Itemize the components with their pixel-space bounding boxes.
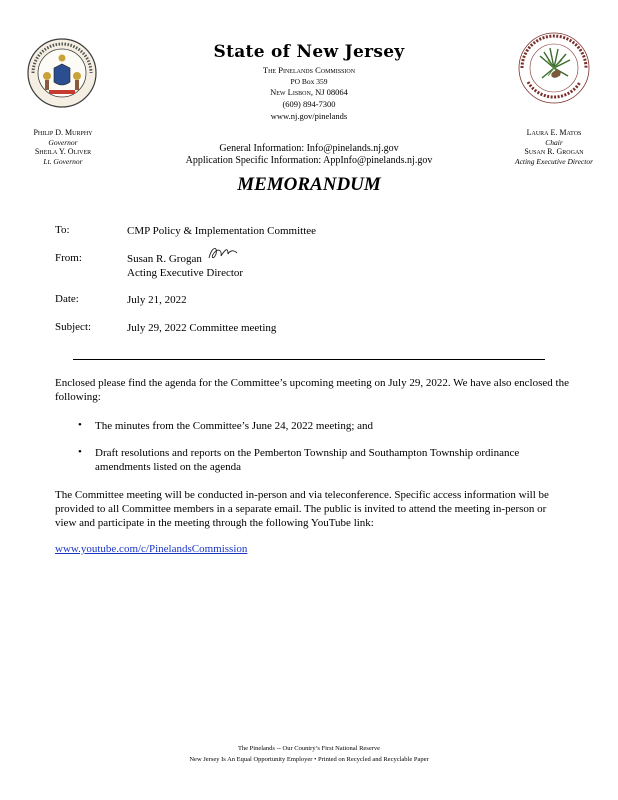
lt-governor-title: Lt. Governor [43,156,83,166]
commission-name: The Pinelands Commission [262,65,356,75]
website-link[interactable]: www.nj.gov/pinelands [270,111,348,121]
governor-name: Philip D. Murphy [33,128,93,137]
chair-title: Chair [545,137,563,147]
closing-paragraph: The Committee meeting will be conducted in-person and via teleconference. Specific access information will be provided to all Committee members in a separate email. The public is invited to attend the meeting in-person or view and participate in the meeting through the following YouTube link: [55,489,549,529]
director-title: Acting Executive Director [514,156,594,166]
bullet-icon: • [78,419,82,431]
footer-employer-line: New Jersey Is An Equal Opportunity Employer • Printed on Recycled and Recyclable Paper [189,756,429,763]
phone-number: (609) 894-7300 [282,99,336,109]
from-name: Susan R. Grogan [127,253,202,265]
footer-reserve-line: The Pinelands -- Our Country’s First National Reserve [237,745,381,752]
to-label: To: [55,224,70,236]
date-label: Date: [55,293,79,305]
subject-label: Subject: [55,321,92,333]
general-info: General Information: Info@pinelands.nj.gov [219,143,399,154]
to-value: CMP Policy & Implementation Committee [127,225,317,237]
header-divider [73,359,545,360]
city-address: New Lisbon, NJ 08064 [270,87,348,97]
from-label: From: [55,252,82,264]
signature-initials-icon [206,244,240,262]
lt-governor-name: Sheila Y. Oliver [34,147,92,156]
governor-title: Governor [48,137,78,147]
youtube-link[interactable]: www.youtube.com/c/PinelandsCommission [55,543,248,555]
bullet-item-minutes: The minutes from the Committee’s June 24, 2022 meeting; and [95,420,374,432]
po-box: PO Box 359 [290,77,328,86]
memo-title: MEMORANDUM [237,174,381,195]
state-title: State of New Jersey [213,42,405,62]
director-name: Susan R. Grogan [524,147,584,156]
date-value: July 21, 2022 [127,294,187,306]
bullet-icon: • [78,446,82,458]
application-info: Application Specific Information: AppInfo@pinelands.nj.gov [185,155,433,166]
bullet-item-resolutions: Draft resolutions and reports on the Pemberton Township and Southampton Township ordinance amendments listed on the agenda [95,447,520,473]
intro-paragraph: Enclosed please find the agenda for the Committee’s upcoming meeting on July 29, 2022. We have also enclosed the following: [55,377,569,403]
from-title: Acting Executive Director [127,267,244,279]
subject-value: July 29, 2022 Committee meeting [127,322,277,334]
chair-name: Laura E. Matos [526,128,582,137]
